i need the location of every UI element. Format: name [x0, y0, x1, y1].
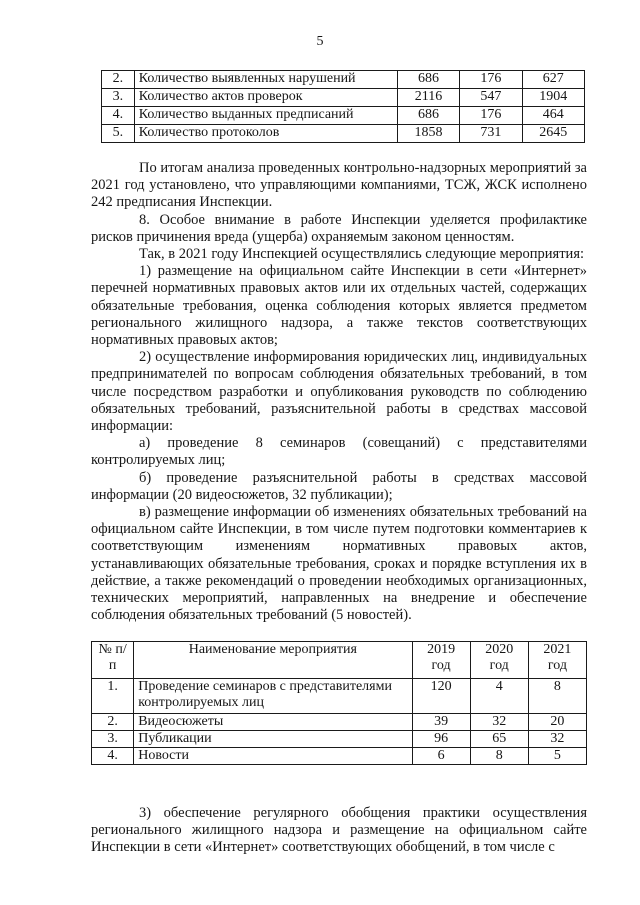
- row-value-1: 1858: [397, 125, 459, 143]
- table-row: [92, 731, 587, 748]
- row-value-1: 2116: [397, 89, 459, 107]
- row-name: Количество актов проверок: [134, 89, 397, 107]
- row-value-3: 627: [522, 71, 584, 89]
- header-year-2: 2020 год: [470, 642, 528, 679]
- row-value-2: 176: [460, 71, 522, 89]
- paragraph: По итогам анализа проведенных контрольно-надзорных мероприятий за 2021 год установлено, что управляющими компаниями, ТСЖ, ЖСК исполнено 242 предписания Инспекции.: [91, 160, 587, 211]
- row-number: 5.: [102, 125, 135, 143]
- page-number: 5: [316, 34, 324, 49]
- row-value-1: 686: [397, 71, 459, 89]
- row-value-2: 32: [470, 714, 528, 731]
- row-number: 1.: [92, 679, 134, 714]
- paragraph: в) размещение информации об изменениях обязательных требований на официальном сайте Инспекции, в том числе путем подготовки комментариев к соответствующим изменениям нормативных правовых актов, устанавливающих обязательные требования, сроках и порядке вступления их в действие, а также рекомендаций о проведении необходимых организационных, технических мероприятий, направленных на внедрение и обеспечение соблюдения обязательных требований (5 новостей).: [91, 504, 587, 624]
- row-number: 2.: [92, 714, 134, 731]
- header-name: Наименование мероприятия: [134, 642, 412, 679]
- row-number: 4.: [102, 107, 135, 125]
- prevention-activities-table: [91, 641, 587, 765]
- header-number: № п/п: [92, 642, 134, 679]
- row-value-2: 731: [460, 125, 522, 143]
- row-value-3: 464: [522, 107, 584, 125]
- row-value-1: 686: [397, 107, 459, 125]
- row-value-2: 4: [470, 679, 528, 714]
- paragraph: б) проведение разъяснительной работы в средствах массовой информации (20 видеосюжетов, 32 публикации);: [91, 469, 587, 503]
- row-value-3: 2645: [522, 125, 584, 143]
- row-number: 3.: [102, 89, 135, 107]
- body-text-main: [91, 160, 587, 624]
- inspection-stats-table: [101, 70, 585, 143]
- paragraph: 8. Особое внимание в работе Инспекции уделяется профилактике рисков причинения вреда (ущерба) охраняемым законом ценностям.: [91, 211, 587, 245]
- row-name: Новости: [134, 748, 412, 765]
- row-value-3: 32: [528, 731, 586, 748]
- row-value-2: 547: [460, 89, 522, 107]
- row-value-1: 6: [412, 748, 470, 765]
- table-row: [102, 107, 585, 125]
- table-row: [102, 89, 585, 107]
- row-value-3: 5: [528, 748, 586, 765]
- body-text-continued: [91, 805, 587, 857]
- table-row: [102, 71, 585, 89]
- row-name: Количество выданных предписаний: [134, 107, 397, 125]
- row-name: Публикации: [134, 731, 412, 748]
- table-row: [92, 714, 587, 731]
- row-name: Количество протоколов: [134, 125, 397, 143]
- row-name: Проведение семинаров с представителями контролируемых лиц: [134, 679, 412, 714]
- row-name: Видеосюжеты: [134, 714, 412, 731]
- paragraph: Так, в 2021 году Инспекцией осуществлялись следующие мероприятия:: [139, 246, 585, 263]
- table-row: [92, 679, 587, 714]
- row-value-3: 1904: [522, 89, 584, 107]
- row-value-2: 176: [460, 107, 522, 125]
- row-number: 4.: [92, 748, 134, 765]
- row-value-3: 20: [528, 714, 586, 731]
- row-value-2: 8: [470, 748, 528, 765]
- row-value-1: 120: [412, 679, 470, 714]
- row-number: 2.: [102, 71, 135, 89]
- paragraph: 2) осуществление информирования юридических лиц, индивидуальных предпринимателей по вопросам соблюдения обязательных требований, в том числе посредством разработки и опубликования руководств по соблюдению обязательных требований, разъяснительной работы в средствах массовой информации:: [91, 349, 587, 435]
- row-value-1: 96: [412, 731, 470, 748]
- header-year-3: 2021 год: [528, 642, 586, 679]
- row-value-2: 65: [470, 731, 528, 748]
- table-row: [102, 125, 585, 143]
- table-row: [92, 748, 587, 765]
- row-name: Количество выявленных нарушений: [134, 71, 397, 89]
- header-year-1: 2019 год: [412, 642, 470, 679]
- row-value-3: 8: [528, 679, 586, 714]
- paragraph: 1) размещение на официальном сайте Инспекции в сети «Интернет» перечней нормативных правовых актов или их отдельных частей, содержащих обязательные требования, оценка соблюдения которых является предметом регионального жилищного надзора, а также текстов соответствующих нормативных правовых актов;: [91, 263, 587, 349]
- row-number: 3.: [92, 731, 134, 748]
- paragraph: а) проведение 8 семинаров (совещаний) с представителями контролируемых лиц;: [91, 435, 587, 469]
- row-value-1: 39: [412, 714, 470, 731]
- table-header-row: [92, 642, 587, 679]
- paragraph: 3) обеспечение регулярного обобщения практики осуществления регионального жилищного надзора и размещение на официальном сайте Инспекции в сети «Интернет» соответствующих обобщений, в том числе с: [91, 805, 587, 856]
